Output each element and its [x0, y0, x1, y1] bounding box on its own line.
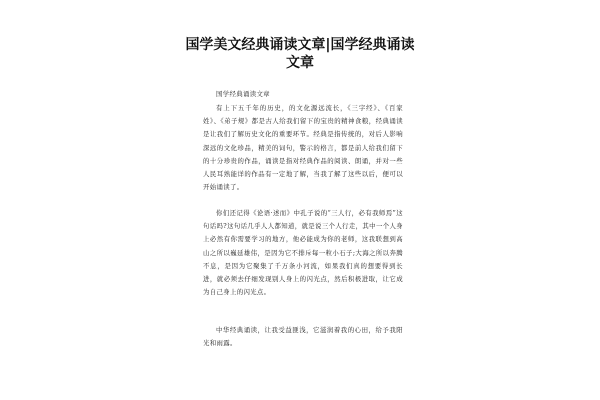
document-title-line2: 文章 — [286, 55, 314, 71]
body-text — [203, 102, 403, 194]
document-title-line1: 国学美文经典诵读文章|国学经典诵读 — [185, 37, 415, 53]
section-heading: 国学经典诵读文章 — [216, 90, 270, 98]
paragraph-1: 有上下五千年的历史，的文化源远流长，《三字经》、《百家姓》、《弟子规》都是古人给我们留下的宝贵的精神食粮，经典诵读是让我们了解历史文化的重要环节。经典是指传统的，对后人影响深远的文化珍品，精美的词句，警示的格言，都是前人给我们留下的十分珍贵的作品，诵读是指对经典作品的阅读、朗诵，并对一些人民耳熟能详的作品有一定地了解，当我了解了这些以后，便可以开始诵读了。 — [203, 104, 403, 192]
paragraph-2: 你们还记得《论语·述而》中孔子说的“三人行，必有我师焉”这句话吗?这句话几乎人人都知道，就是说三个人行走，其中一个人身上必然有你需要学习的地方，他必能成为你的老师，这我联想到高山之所以巍延雄伟，是因为它不排斥每一粒小石子;大海之所以奔腾不息，是因为它聚集了千万条小河流，如果我们真的想要得到长进，就必须去仔细发现别人身上的闪光点，然后积极进取，让它成为自己身上的闪光点。 — [203, 209, 403, 297]
body-text-3 — [203, 324, 403, 350]
body-text-2 — [203, 207, 403, 299]
paragraph-3: 中华经典诵读，让我受益匪浅，它滋润着我的心田，给予我阳光和雨露。 — [203, 326, 403, 348]
